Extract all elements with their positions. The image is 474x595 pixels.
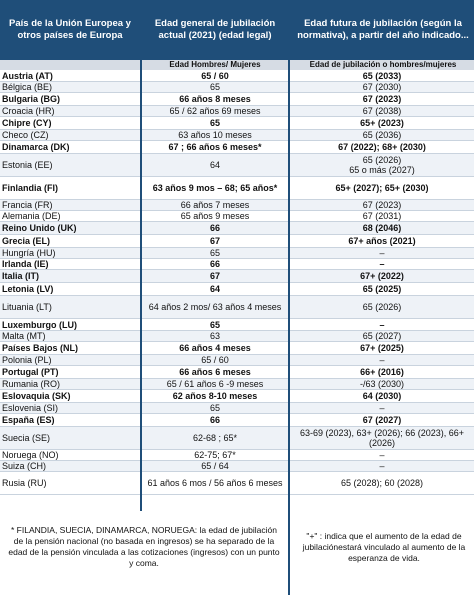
future-age-cell: 67+ años (2021): [348, 236, 416, 246]
subheader-row: [0, 60, 474, 70]
future-age-cell: 67 (2031): [362, 211, 402, 221]
country-cell: Austria (AT): [2, 71, 53, 81]
current-age-cell: 63: [209, 331, 220, 341]
future-age-cell: 67 (2027): [362, 415, 402, 425]
current-age-cell: 65: [209, 319, 220, 330]
table-header: [0, 0, 474, 60]
table-row: [0, 154, 474, 177]
future-age-cell: 67 (2023): [362, 200, 402, 210]
country-cell: Chipre (CY): [2, 118, 52, 128]
current-age-cell: 65 / 62 años 69 meses: [169, 106, 261, 116]
country-cell: Polonia (PL): [2, 355, 52, 365]
current-age-cell: 67: [209, 236, 220, 246]
country-cell: España (ES): [2, 415, 55, 425]
future-age-cell: 67+ (2022): [360, 271, 404, 281]
table-row: [0, 235, 474, 248]
table-row: [0, 472, 474, 495]
future-age-cell: –: [379, 355, 385, 365]
current-age-cell: 61 años 6 mos / 56 años 6 meses: [147, 478, 283, 488]
country-cell: Rusia (RU): [2, 478, 47, 488]
country-cell: Suecia (SE): [2, 433, 51, 443]
current-age-cell: 64: [209, 160, 220, 170]
table-row: [0, 461, 474, 472]
country-cell: Alemania (DE): [2, 211, 61, 221]
table-row: [0, 141, 474, 154]
current-age-cell: 62-75; 67*: [194, 450, 236, 460]
future-age-cell: –: [379, 259, 385, 269]
future-age-cell: 66+ (2016): [360, 367, 404, 377]
table-row: [0, 117, 474, 130]
future-age-cell: 65 (2027): [362, 331, 402, 341]
table-row: [0, 342, 474, 355]
current-age-cell: 64 años 2 mos/ 63 años 4 meses: [148, 302, 282, 312]
footer-divider: [288, 511, 294, 595]
table-row: [0, 200, 474, 211]
future-age-cell: –: [379, 461, 385, 471]
future-age-cell: 64 (2030): [362, 391, 402, 401]
header-future-age: Edad futura de jubilación (según la normativa), a partir del año indicado...: [297, 18, 469, 41]
country-cell: Reino Unido (UK): [2, 223, 77, 233]
country-cell: Checo (CZ): [2, 130, 49, 140]
country-cell: Estonia (EE): [2, 160, 53, 170]
current-age-cell: 62 años 8-10 meses: [172, 391, 258, 401]
country-cell: Letonia (LV): [2, 284, 54, 294]
country-cell: Suiza (CH): [2, 461, 47, 471]
table-row: [0, 211, 474, 222]
future-age-cell: 67 (2038): [362, 106, 402, 116]
table-row: [0, 283, 474, 296]
current-age-cell: 65 / 60: [201, 355, 229, 365]
country-cell: Noruega (NO): [2, 450, 59, 460]
current-age-cell: 67 ; 66 años 6 meses*: [168, 142, 262, 152]
current-age-cell: 66: [209, 415, 220, 425]
country-cell: Francia (FR): [2, 200, 53, 210]
current-age-cell: 65: [209, 403, 220, 413]
future-age-cell: 68 (2046): [362, 223, 402, 233]
table-row: [0, 355, 474, 366]
future-age-cell: -/63 (2030): [359, 379, 405, 389]
column-divider-2: [288, 60, 290, 511]
country-cell: Rumania (RO): [2, 379, 61, 389]
country-cell: Malta (MT): [2, 331, 46, 341]
table-row: [0, 450, 474, 461]
current-age-cell: 64: [209, 284, 220, 294]
future-age-cell: 65 (2025): [362, 284, 402, 294]
footnotes: [0, 511, 474, 595]
future-age-cell: 67 (2030): [362, 82, 402, 92]
header-current-age: Edad general de jubilación actual (2021) (edad legal): [154, 18, 276, 41]
table-row: [0, 427, 474, 450]
table-row: [0, 82, 474, 93]
table-row: [0, 93, 474, 106]
current-age-cell: 66 años 6 meses: [179, 367, 251, 377]
future-age-cell: 67 (2023): [362, 94, 402, 104]
country-cell: Finlandia (FI): [2, 183, 58, 193]
future-age-cell: –: [379, 403, 385, 413]
future-age-cell: –: [379, 450, 385, 460]
current-age-cell: 62-68 ; 65*: [192, 433, 238, 443]
future-age-cell: 67 (2022); 68+ (2030): [338, 142, 426, 152]
future-age-cell: –: [379, 248, 385, 258]
country-cell: Bélgica (BE): [2, 82, 53, 92]
table-row: [0, 319, 474, 331]
future-age-cell: 65 (2036): [362, 130, 402, 140]
country-cell: Irlanda (IE): [2, 259, 49, 269]
future-age-cell: 65 (2026): [362, 302, 402, 312]
current-age-cell: 66: [209, 223, 220, 233]
current-age-cell: 65: [209, 82, 220, 92]
future-age-cell: –: [379, 319, 385, 330]
table-row: [0, 270, 474, 283]
future-age-cell: 65+ (2023): [360, 118, 404, 128]
country-cell: Luxemburgo (LU): [2, 319, 77, 330]
table-row: [0, 130, 474, 141]
table-row: [0, 403, 474, 414]
table-row: [0, 106, 474, 117]
country-cell: Dinamarca (DK): [2, 142, 70, 152]
future-age-cell: 65 (2028); 60 (2028): [340, 478, 424, 488]
country-cell: Eslovaquia (SK): [2, 391, 71, 401]
table-row: [0, 177, 474, 200]
current-age-cell: 66 años 7 meses: [180, 200, 250, 210]
table-row: [0, 248, 474, 259]
subheader-future: Edad de jubilación o hombres/mujeres: [309, 60, 457, 69]
future-age-cell: 67+ (2025): [360, 343, 404, 353]
current-age-cell: 65 años 9 meses: [180, 211, 250, 221]
table-row: [0, 366, 474, 379]
country-cell: Croacia (HR): [2, 106, 55, 116]
current-age-cell: 65: [209, 248, 220, 258]
current-age-cell: 66 años 4 meses: [179, 343, 251, 353]
current-age-cell: 66: [209, 259, 220, 269]
current-age-cell: 67: [209, 271, 220, 281]
current-age-cell: 65 / 60: [201, 71, 229, 81]
column-divider-1: [140, 60, 142, 511]
table-row: [0, 222, 474, 235]
future-age-cell: 65 (2033): [362, 71, 402, 81]
country-cell: Italia (IT): [2, 271, 40, 281]
future-age-cell: 65+ (2027); 65+ (2030): [335, 183, 429, 193]
current-age-cell: 63 años 10 meses: [178, 130, 252, 140]
header-country: País de la Unión Europea y otros países de Europa: [9, 18, 131, 41]
current-age-cell: 65 / 64: [201, 461, 229, 471]
country-cell: Grecia (EL): [2, 236, 51, 246]
footnote-plus: "+" : indica que el aumento de la edad de jubilaciónestará vinculado al aumento de la esperanza de vida.: [302, 531, 466, 563]
table-row: [0, 259, 474, 270]
subheader-current: Edad Hombres/ Mujeres: [169, 60, 261, 69]
footnote-asterisk: * FILANDIA, SUECIA, DINAMARCA, NORUEGA: la edad de jubilación de la pensión nacional (no basada en ingresos) se ha separado de la edad de la pensión vinculada a las cotizaciones (ingresos) con un punto y coma.: [8, 525, 280, 568]
current-age-cell: 66 años 8 meses: [179, 94, 251, 104]
table-row: [0, 379, 474, 390]
country-cell: Hungría (HU): [2, 248, 56, 258]
country-cell: Portugal (PT): [2, 367, 59, 377]
future-age-cell: 65 (2026) 65 o más (2027): [349, 155, 415, 175]
country-cell: Lituania (LT): [2, 302, 52, 312]
country-cell: Países Bajos (NL): [2, 343, 79, 353]
table-row: [0, 71, 474, 82]
future-age-cell: 63-69 (2023), 63+ (2026); 66 (2023), 66+ (2026): [299, 428, 465, 448]
current-age-cell: 63 años 9 mos – 68; 65 años*: [152, 183, 278, 193]
country-cell: Bulgaria (BG): [2, 94, 61, 104]
table-row: [0, 296, 474, 319]
table-row: [0, 331, 474, 342]
country-cell: Eslovenia (SI): [2, 403, 59, 413]
current-age-cell: 65 / 61 años 6 -9 meses: [166, 379, 264, 389]
table-row: [0, 414, 474, 427]
table-row: [0, 390, 474, 403]
current-age-cell: 65: [209, 118, 220, 128]
